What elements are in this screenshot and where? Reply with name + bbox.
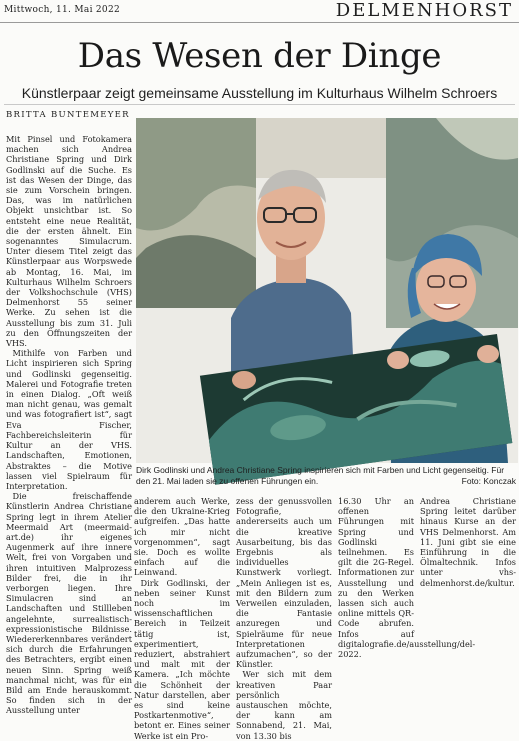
divider [4,104,515,105]
paragraph: anderem auch Werke, die den Ukraine-Krieg aufgreifen. „Das hatte ich mir nicht vorgenommen“, sagt sie. Doch es wollte einfach auf die Leinwand. [134,496,230,578]
paragraph: Die freischaffende Künstlerin Andrea Christiane Spring legt in ihrem Atelier Meermaid Art (meermaid-art.de) ihr eigenes Augenmerk auf ihre innere Welt, frei von Vorgaben und ihren intuitiven Malprozess Bilder frei, die in ihr verborgen liegen. Ihre Simulacren sind an Landschaften und Stillleben angelehnte, surrealistisch-expressionistische Bildnisse. Wiedererkennbares verändert sich durch die Erfahrungen des Betrachters, ergibt einen neuen Sinn. Spring weiß manchmal nicht, was für ein Bild am Ende herauskommt. So finden sich in der Ausstellung unter [6,491,132,716]
caption-text: Dirk Godlinski und Andrea Christiane Spring inspirieren sich mit Farben und Licht gegenseitig. Für den 21. Mai laden sie zu offenen Führungen ein. [136,465,505,486]
paragraph: Andrea Christiane Spring leitet darüber hinaus Kurse an der VHS Delmenhorst. Am 11. Juni gibt sie eine Einführung in die Ölmaltechnik. Infos unter vhs-delmenhorst.de/kultur. [420,496,516,588]
issue-date: Mittwoch, 11. Mai 2022 [4,5,121,15]
text-column-2 [134,496,230,741]
text-column-3 [236,496,332,741]
article-author: BRITTA BUNTEMEYER [6,110,130,120]
article-headline: Das Wesen der Dinge [77,36,442,76]
paragraph: zess der genussvollen Fotografie, andererseits auch um die kreative Ausarbeitung, bis das Ergebnis als individuelles Kunstwerk vorliegt. „Mein Anliegen ist es, mit den Bildern zum Verweilen einzuladen, die Fantasie anzuregen und Spielräume für neue Interpretationen aufzumachen“, so der Künstler. [236,496,332,670]
text-column-5 [420,496,516,636]
photo-illustration [136,118,518,463]
paragraph: Mithilfe von Farben und Licht inspirieren sich Spring und Godlinski gegenseitig. Malerei und Fotografie treten in einen Dialog. „Oft weiß man nicht genau, was gemalt und was fotografiert ist“, sagt Eva Fischer, Fachbereichsleiterin für Kultur an der VHS. Landschaften, Emotionen, Abstraktes – die Motive lassen viel Spielraum für Interpretation. [6,348,132,491]
paragraph: 16.30 Uhr an offenen Führungen mit Spring und Godlinski teilnehmen. Es gilt die 2G-Regel. Informationen zur Ausstellung und zu den Werken lassen sich auch online mittels QR-Code abrufen. Infos auf digitalografie.de/ausstellung/del-2022. [338,496,476,660]
paragraph: Wer sich mit dem kreativen Paar persönlich austauschen möchte, der kann am Sonnabend, 21. Mai, von 13.30 bis [236,669,332,741]
photo-credit: Foto: Konczak [461,475,516,486]
paragraph: Dirk Godlinski, der neben seiner Kunst noch im wissenschaftlichen Bereich in Teilzeit tätig ist, experimentiert, reduziert, abstrahiert und malt mit der Kamera. „Ich möchte die Schönheit der Natur darstellen, aber es sind keine Postkartenmotive“, betont er. Eines seiner Werke ist ein Pro- [134,577,230,741]
photo-caption [136,465,516,486]
section-title: DELMENHORST [335,0,513,21]
article-photo [136,118,518,463]
paragraph: Mit Pinsel und Fotokamera machen sich Andrea Christiane Spring und Dirk Godlinski auf die Suche. Es ist das Wesen der Dinge, das sie zum Vorschein bringen. Das, was im natürlichen Objekt unsichtbar ist. So entsteht eine neue Realität, die der ersten ähnelt. Ein sogenanntes Simulacrum. Unter diesem Titel zeigt das Künstlerpaar aus Worpswede ab Montag, 16. Mai, im Kulturhaus Wilhelm Schroers der Volkshochschule (VHS) Delmenhorst 55 seiner Werke. Zu sehen ist die Ausstellung bis zum 31. Juli zu den Öffnungszeiten der VHS. [6,134,132,349]
page-header [0,0,519,23]
text-column-1 [6,134,132,716]
article-subheadline: Künstlerpaar zeigt gemeinsame Ausstellung im Kulturhaus Wilhelm Schroers [21,85,498,101]
